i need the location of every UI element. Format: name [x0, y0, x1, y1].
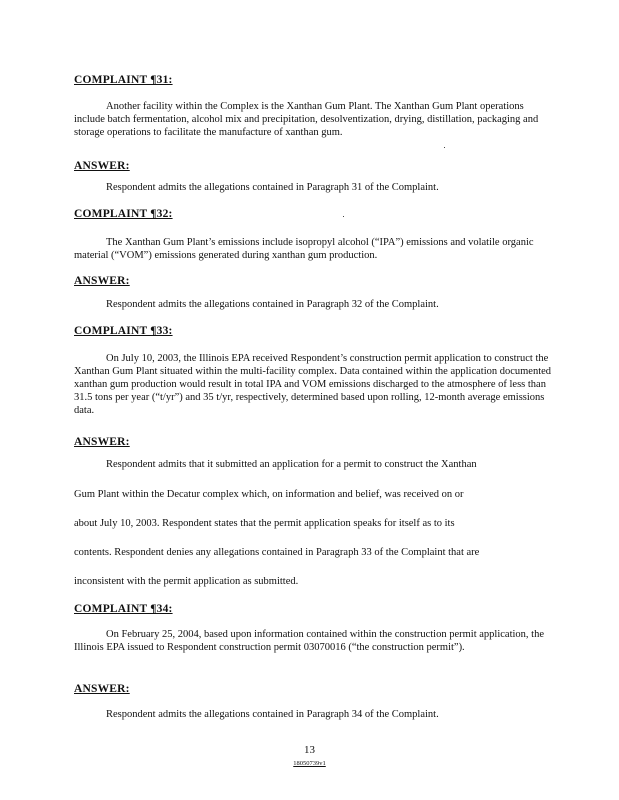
complaint-34-heading: COMPLAINT ¶34:: [74, 603, 173, 615]
complaint-33-heading: COMPLAINT ¶33:: [74, 325, 173, 337]
answer-33-line-2: Gum Plant within the Decatur complex which, on information and belief, was received on or: [74, 489, 464, 500]
complaint-34-text: On February 25, 2004, based upon information contained within the construction permit application, the Illinois EPA issued to Respondent construction permit 03070016 (“the construction permit”).: [74, 629, 544, 653]
answer-33-heading: ANSWER:: [74, 436, 130, 448]
complaint-32-heading: COMPLAINT ¶32:: [74, 208, 173, 220]
complaint-33-text: On July 10, 2003, the Illinois EPA received Respondent’s construction permit application to construct the Xanthan Gum Plant situated within the multi-facility complex. Data contained within the application documented xanthan gum production would result in total IPA and VOM emissions discharged to the atmosphere of less than 31.5 tons per year (“t/yr”) and 35 t/yr, respectively, determined based upon rolling, 12-month average emissions data.: [74, 353, 552, 416]
answer-32-heading: ANSWER:: [74, 275, 130, 287]
answer-31-text: Respondent admits the allegations contained in Paragraph 31 of the Complaint.: [106, 182, 439, 193]
answer-33-line-1: Respondent admits that it submitted an application for a permit to construct the Xanthan: [106, 459, 477, 470]
document-code: 180​50739v1: [293, 760, 326, 767]
answer-32-text: Respondent admits the allegations contained in Paragraph 32 of the Complaint.: [106, 299, 439, 310]
complaint-31-heading: COMPLAINT ¶31:: [74, 74, 173, 86]
answer-34-heading: ANSWER:: [74, 683, 130, 695]
answer-33-line-5: inconsistent with the permit application as submitted.: [74, 576, 299, 587]
complaint-32-text: The Xanthan Gum Plant’s emissions include isopropyl alcohol (“IPA”) emissions and volatile organic material (“VOM”) emissions generated during xanthan gum production.: [74, 237, 534, 261]
page-number: 13: [304, 744, 315, 756]
complaint-31-text: Another facility within the Complex is the Xanthan Gum Plant. The Xanthan Gum Plant operations include batch fermentation, alcohol mix and precipitation, desolventization, drying, distillation, packaging and storage operations to facilitate the manufacture of xanthan gum.: [74, 101, 539, 138]
scan-speck: [343, 216, 344, 217]
answer-33-line-3: about July 10, 2003. Respondent states that the permit application speaks for itself as to its: [74, 518, 455, 529]
scan-speck: [444, 147, 445, 148]
answer-33-line-4: contents. Respondent denies any allegations contained in Paragraph 33 of the Complaint that are: [74, 547, 480, 558]
answer-31-heading: ANSWER:: [74, 160, 130, 172]
answer-34-text: Respondent admits the allegations contained in Paragraph 34 of the Complaint.: [106, 709, 439, 720]
